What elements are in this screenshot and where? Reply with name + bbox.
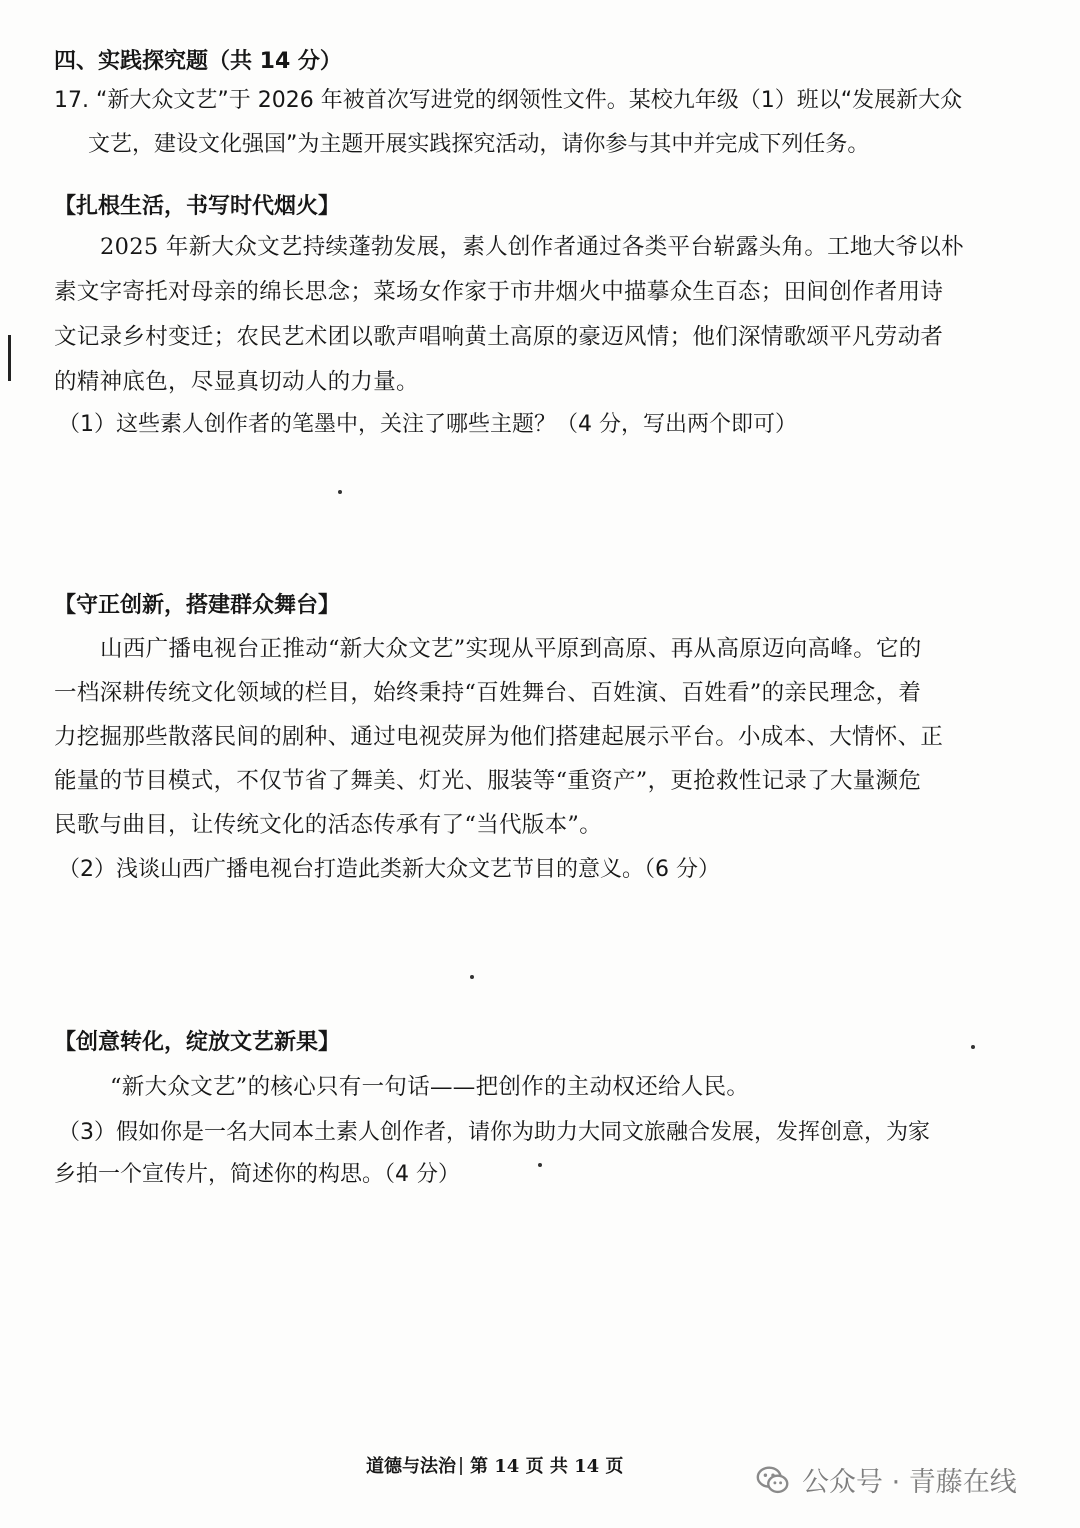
watermark-text: 公众号 · 青藤在线 xyxy=(802,1467,1017,1498)
part1-paragraph-line-1: 2025 年新大众文艺持续蓬勃发展，素人创作者通过各类平台崭露头角。工地大爷以朴 xyxy=(100,234,964,260)
part3-sub-question-line-1: （3）假如你是一名大同本土素人创作者，请你为助力大同文旅融合发展，发挥创意，为家 xyxy=(58,1120,931,1145)
scan-dot xyxy=(338,490,342,494)
watermark xyxy=(754,1460,1017,1499)
part1-paragraph-line-3: 文记录乡村变迁；农民艺术团以歌声唱响黄土高原的豪迈风情；他们深情歌颂平凡劳动者 xyxy=(54,324,944,350)
part2-paragraph-line-4: 能量的节目模式，不仅节省了舞美、灯光、服装等“重资产”，更抢救性记录了大量濒危 xyxy=(54,768,922,794)
part1-sub-question: （1）这些素人创作者的笔墨中，关注了哪些主题？（4 分，写出两个即可） xyxy=(58,412,797,437)
footer-separator xyxy=(460,1457,462,1475)
part3-sub-question-line-2: 乡拍一个宣传片，简述你的构思。（4 分） xyxy=(54,1162,460,1187)
scan-dot xyxy=(971,1045,975,1049)
footer-page-info: 第 14 页 共 14 页 xyxy=(470,1456,624,1477)
part2-paragraph-line-5: 民歌与曲目，让传统文化的活态传承有了“当代版本”。 xyxy=(54,812,603,838)
scan-dot xyxy=(538,1163,542,1167)
part2-sub-question: （2）浅谈山西广播电视台打造此类新大众文艺节目的意义。（6 分） xyxy=(58,857,720,882)
part3-paragraph-line-1: “新大众文艺”的核心只有一句话——把创作的主动权还给人民。 xyxy=(110,1074,750,1100)
part2-paragraph-line-3: 力挖掘那些散落民间的剧种、通过电视荧屏为他们搭建起展示平台。小成本、大情怀、正 xyxy=(54,724,944,750)
scan-mark xyxy=(8,335,11,381)
question-17-line-1: 17. “新大众文艺”于 2026 年被首次写进党的纲领性文件。某校九年级（1）班以“发展新大众 xyxy=(54,88,963,113)
wechat-icon xyxy=(754,1461,792,1499)
part3-heading: 【创意转化，绽放文艺新果】 xyxy=(54,1030,341,1055)
scan-dot xyxy=(470,975,474,979)
question-17-line-2: 文艺，建设文化强国”为主题开展实践探究活动，请你参与其中并完成下列任务。 xyxy=(88,132,870,157)
part2-paragraph-line-2: 一档深耕传统文化领域的栏目，始终秉持“百姓舞台、百姓演、百姓看”的亲民理念，着 xyxy=(54,680,922,706)
section-title: 四、实践探究题（共 14 分） xyxy=(54,49,342,74)
page-footer xyxy=(366,1452,623,1478)
part1-paragraph-line-2: 素文字寄托对母亲的绵长思念；菜场女作家于市井烟火中描摹众生百态；田间创作者用诗 xyxy=(54,279,944,305)
footer-subject: 道德与法治 xyxy=(366,1456,456,1477)
part2-paragraph-line-1: 山西广播电视台正推动“新大众文艺”实现从平原到高原、再从高原迈向高峰。它的 xyxy=(100,636,922,662)
part2-heading: 【守正创新，搭建群众舞台】 xyxy=(54,593,341,618)
part1-paragraph-line-4: 的精神底色，尽显真切动人的力量。 xyxy=(54,369,419,395)
part1-heading: 【扎根生活，书写时代烟火】 xyxy=(54,194,341,219)
